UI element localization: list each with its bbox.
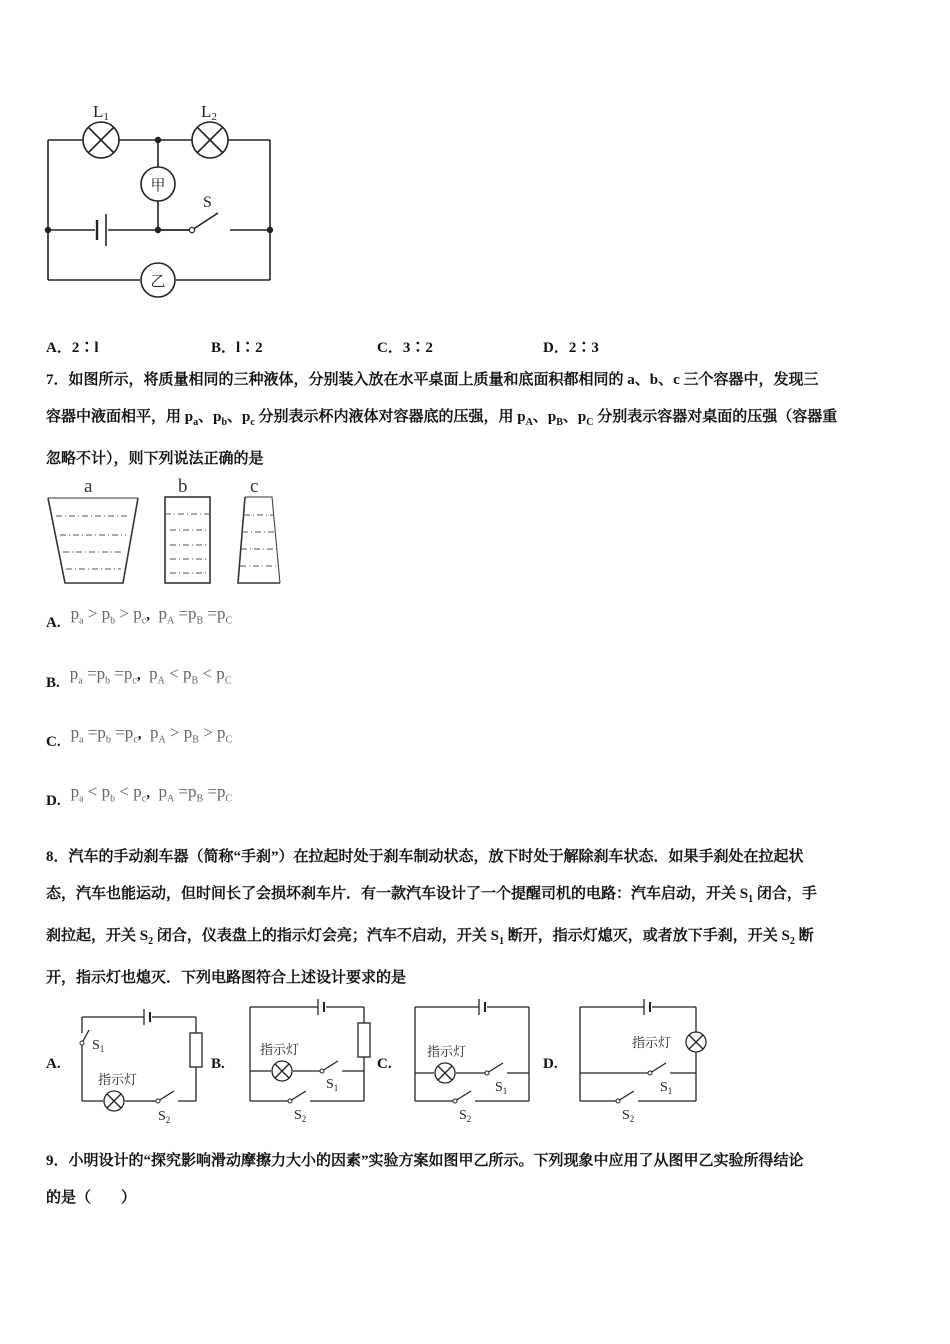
q7-option-d-formula: $p_a < p_b < p_c$, $p_A =p_B =p_C$ bbox=[70, 782, 233, 805]
q7-containers-figure bbox=[40, 472, 290, 592]
q7-option-c[interactable]: C. $p_a =p_b =p_c$, $p_A > p_B > p_C$ bbox=[46, 723, 233, 750]
q7-option-d[interactable]: D. $p_a < p_b < p_c$, $p_A =p_B =p_C$ bbox=[46, 782, 233, 809]
q8-option-b[interactable]: B. bbox=[211, 1056, 225, 1072]
container-a-label: a bbox=[84, 476, 93, 497]
q8-circuit-b bbox=[240, 995, 380, 1125]
q7-option-a-formula: $p_a > p_b > p_c$, $p_A =p_B =p_C$ bbox=[70, 604, 233, 627]
meter-jia-label: 甲 bbox=[150, 176, 166, 194]
q7-option-b[interactable]: B. $p_a =p_b =p_c$, $p_A < p_B < p_C$ bbox=[46, 664, 232, 691]
q7-option-b-formula: $p_a =p_b =p_c$, $p_A < p_B < p_C$ bbox=[69, 664, 232, 687]
q8-circuit-c bbox=[405, 995, 545, 1125]
lamp-l1-label: L1 bbox=[93, 102, 109, 123]
q6-option-c[interactable]: C．3∶2 bbox=[377, 340, 433, 356]
q8-option-c[interactable]: C. bbox=[377, 1056, 392, 1072]
q8d-s1-label: $S_1$ bbox=[660, 1080, 673, 1096]
lamp-l2-label: L2 bbox=[201, 102, 217, 123]
q8-option-a[interactable]: A. bbox=[46, 1056, 61, 1072]
q8b-s2-label: $S_2$ bbox=[294, 1108, 307, 1124]
q8a-s2-label: $S_2$ bbox=[158, 1109, 171, 1125]
q8b-lamp-label: 指示灯 bbox=[260, 1043, 300, 1058]
q8c-s1-label: $S_1$ bbox=[495, 1080, 508, 1096]
q8-question-text: 8．汽车的手动刹车器（简称“手刹”）在拉起时处于刹车制动状态，放下时处于解除刹车状态．如果手刹处在拉起状 态，汽车也能运动，但时间长了会损坏刹车片．有一款汽车设计了一个提醒司机的电路：汽车启动，开关 $S_1$ 闭合，手 刹拉起，开关 $S_2$ 闭合，仪表盘上的指示灯会亮；汽车不启动，开关 $S_1$ 断开，指示灯熄灭，或者放下手刹，开关 $S_2$ 断 开，指示灯也熄灭．下列电路图符合上述设计要求的是 bbox=[46, 849, 817, 986]
q8d-lamp-label: 指示灯 bbox=[632, 1036, 672, 1051]
q6-option-a[interactable]: A．2∶l bbox=[46, 340, 99, 356]
q8c-s2-label: $S_2$ bbox=[459, 1108, 472, 1124]
meter-yi-label: 乙 bbox=[150, 272, 166, 290]
q8a-s1-label: $S_1$ bbox=[92, 1038, 105, 1054]
q7-question-text: 7．如图所示，将质量相同的三种液体，分别装入放在水平桌面上质量和底面积都相同的 a、b、c 三个容器中，发现三 容器中液面相平，用 $p_a$、$p_b$、$p_c$ 分别表示杯内液体对容器底的压强，用 $p_A$、$p_B$、$p_C$ 分别表示容器对桌面的压强（容器重 忽略不计），则下列说法正确的是 bbox=[46, 372, 838, 467]
lamp-l2-icon bbox=[192, 122, 228, 158]
q8a-lamp-label: 指示灯 bbox=[98, 1073, 138, 1088]
q8-circuit-d bbox=[570, 995, 720, 1125]
q9-question-text: 9．小明设计的“探究影响滑动摩擦力大小的因素”实验方案如图甲乙所示。下列现象中应用了从图甲乙实验所得结论 的是（ ） bbox=[46, 1153, 804, 1206]
q6-option-b[interactable]: B．l∶2 bbox=[211, 340, 263, 356]
q8d-s2-label: $S_2$ bbox=[622, 1108, 635, 1124]
q8-circuit-a bbox=[70, 1005, 210, 1130]
q6-option-d[interactable]: D．2∶3 bbox=[543, 340, 599, 356]
lamp-l1-icon bbox=[83, 122, 119, 158]
q6-circuit-diagram bbox=[40, 95, 290, 310]
switch-s-label: S bbox=[203, 194, 212, 211]
container-c-label: c bbox=[250, 476, 259, 497]
container-b-label: b bbox=[178, 476, 188, 497]
q8-option-d[interactable]: D. bbox=[543, 1056, 558, 1072]
q8c-lamp-label: 指示灯 bbox=[427, 1045, 467, 1060]
q7-option-c-formula: $p_a =p_b =p_c$, $p_A > p_B > p_C$ bbox=[70, 723, 233, 746]
q7-option-a[interactable]: A. $p_a > p_b > p_c$, $p_A =p_B =p_C$ bbox=[46, 604, 233, 631]
q8b-s1-label: $S_1$ bbox=[326, 1077, 339, 1093]
